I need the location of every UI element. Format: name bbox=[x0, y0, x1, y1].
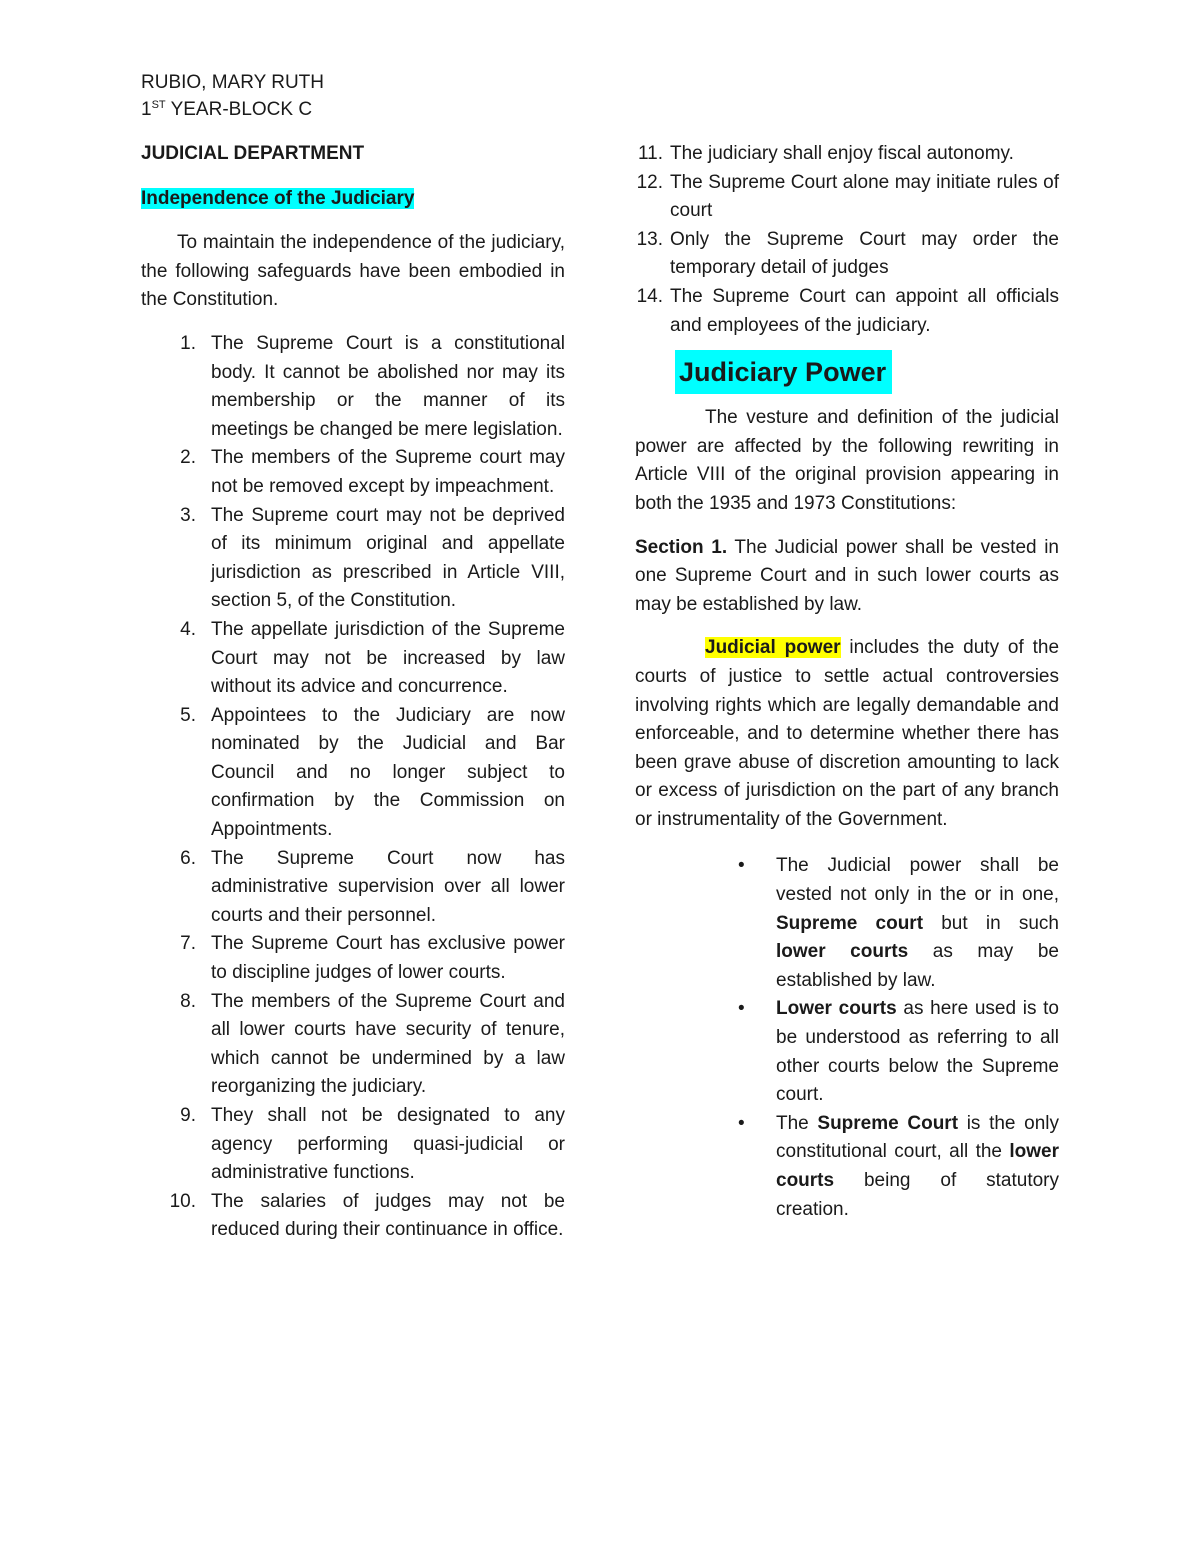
list-number: 6. bbox=[180, 847, 196, 869]
bold-term: Supreme court bbox=[776, 912, 924, 934]
list-number: 5. bbox=[180, 704, 196, 726]
text-run: as here used is to be understood as referring to all other courts below the Supreme court. bbox=[776, 998, 1059, 1106]
list-text: The Supreme Court is a constitutional body. It cannot be abolished nor may its membership or the manner of its meetings be changed be mere legislation. bbox=[211, 332, 565, 440]
list-text: The Supreme Court has exclusive power to discipline judges of lower courts. bbox=[211, 933, 565, 984]
list-text: The members of the Supreme court may not be removed except by impeachment. bbox=[211, 447, 565, 497]
list-item bbox=[600, 226, 1059, 283]
bullet-icon: • bbox=[738, 855, 745, 877]
bullet-list bbox=[635, 852, 1059, 1224]
list-item bbox=[141, 988, 565, 1102]
text-run: The bbox=[776, 1112, 818, 1134]
list-number: 11. bbox=[637, 143, 663, 164]
text-run: The Judicial power shall be vested not only in the or in one, bbox=[776, 855, 1059, 906]
judiciary-power-heading: Judiciary Power bbox=[675, 350, 892, 394]
bullet-item bbox=[738, 995, 1059, 1109]
list-item bbox=[600, 169, 1059, 226]
independence-heading-line bbox=[141, 185, 565, 214]
safeguards-list-left bbox=[141, 330, 565, 1245]
bold-term: lower courts bbox=[776, 1141, 1059, 1191]
intro-paragraph: To maintain the independence of the judiciary, the following safeguards have been embodied in the Constitution. bbox=[141, 232, 565, 311]
list-item bbox=[141, 502, 565, 616]
list-number: 12. bbox=[636, 171, 663, 193]
list-number: 10. bbox=[169, 1190, 196, 1212]
text-run: as may be established by law. bbox=[776, 941, 1059, 991]
bullet-item bbox=[738, 852, 1060, 995]
text-run: being of statutory creation. bbox=[776, 1170, 1059, 1220]
list-text: The Supreme Court alone may initiate rules of court bbox=[670, 171, 1059, 222]
list-item bbox=[141, 616, 565, 702]
list-number: 9. bbox=[180, 1105, 196, 1126]
judicial-power-term: Judicial power bbox=[705, 637, 841, 659]
list-text: Appointees to the Judiciary are now nominated by the Judicial and Bar Council and no longer subject to confirmation by the Commission on Appointments. bbox=[211, 704, 565, 841]
bullet-text bbox=[776, 852, 1059, 995]
list-item bbox=[141, 930, 565, 987]
left-column bbox=[141, 140, 565, 1245]
year-superscript: ST bbox=[151, 99, 166, 111]
bullet-text bbox=[776, 995, 1059, 1109]
judicial-power-paragraph bbox=[635, 634, 1059, 834]
bullet-item bbox=[738, 1110, 1059, 1224]
list-text: The Supreme Court now has administrative supervision over all lower courts and their personnel. bbox=[211, 847, 565, 926]
list-item bbox=[141, 845, 565, 931]
department-heading: JUDICIAL DEPARTMENT bbox=[141, 143, 365, 164]
list-text: The appellate jurisdiction of the Supreme Court may not be increased by law without its advice and concurrence. bbox=[211, 618, 565, 698]
list-item bbox=[141, 1188, 565, 1245]
bullet-icon: • bbox=[738, 1112, 745, 1134]
list-text: The salaries of judges may not be reduced during their continuance in office. bbox=[211, 1190, 565, 1241]
list-number: 8. bbox=[180, 990, 196, 1012]
bullet-text bbox=[776, 1110, 1059, 1224]
bullet-icon: • bbox=[738, 998, 745, 1020]
section-1-text: The Judicial power shall be vested in one Supreme Court and in such lower courts as may be established by law. bbox=[635, 536, 1059, 615]
bold-term: Lower courts bbox=[776, 998, 897, 1020]
section-1-paragraph bbox=[635, 534, 1059, 620]
author-block bbox=[141, 69, 601, 123]
list-item bbox=[600, 283, 1059, 340]
list-text: The members of the Supreme Court and all lower courts have security of tenure, which cannot be undermined by a law reorganizing the judiciary. bbox=[211, 990, 565, 1098]
list-item bbox=[141, 702, 565, 845]
bold-term: lower courts bbox=[776, 941, 909, 963]
list-number: 13. bbox=[636, 228, 663, 250]
list-text: The Supreme court may not be deprived of its minimum original and appellate jurisdiction as prescribed in Article VIII, section 5, of the Constitution. bbox=[211, 504, 565, 612]
text-run: but in such bbox=[923, 912, 1060, 934]
list-item bbox=[141, 1102, 565, 1188]
list-item bbox=[141, 444, 565, 501]
author-year bbox=[141, 96, 601, 123]
judicial-power-text: includes the duty of the courts of justice to settle actual controversies involving rights which are legally demandable and enforceable, and to determine whether there has been grave abuse of discretion amounting to lack or excess of jurisdiction on the part of any branch or instrumentality of the Government. bbox=[635, 637, 1060, 830]
year-number: 1 bbox=[141, 99, 152, 120]
list-text: The Supreme Court can appoint all officials and employees of the judiciary. bbox=[670, 285, 1059, 336]
text-run: is the only constitutional court, all the bbox=[776, 1112, 1059, 1163]
list-item bbox=[600, 140, 1059, 169]
list-text: The judiciary shall enjoy fiscal autonomy. bbox=[670, 143, 1014, 164]
bold-term: Supreme Court bbox=[817, 1112, 959, 1134]
list-number: 3. bbox=[180, 504, 196, 526]
list-text: Only the Supreme Court may order the temporary detail of judges bbox=[670, 228, 1059, 279]
list-number: 7. bbox=[180, 933, 196, 955]
list-number: 4. bbox=[180, 618, 196, 640]
independence-heading: Independence of the Judiciary bbox=[141, 187, 415, 209]
list-text: They shall not be designated to any agency performing quasi-judicial or administrative functions. bbox=[211, 1105, 565, 1184]
section-1-label: Section 1. bbox=[635, 536, 728, 558]
list-number: 14. bbox=[636, 285, 663, 307]
author-name: RUBIO, MARY RUTH bbox=[141, 72, 324, 93]
year-rest: YEAR-BLOCK C bbox=[165, 99, 313, 120]
list-number: 2. bbox=[180, 447, 196, 469]
vesture-paragraph: The vesture and definition of the judicial power are affected by the following rewriting in Article VIII of the original provision appearing in both the 1935 and 1973 Constitutions: bbox=[635, 407, 1059, 514]
list-item bbox=[141, 330, 565, 444]
safeguards-list-right bbox=[600, 140, 1059, 340]
right-column bbox=[635, 140, 1059, 1224]
judiciary-power-heading-line bbox=[675, 350, 1059, 394]
list-number: 1. bbox=[180, 332, 196, 354]
